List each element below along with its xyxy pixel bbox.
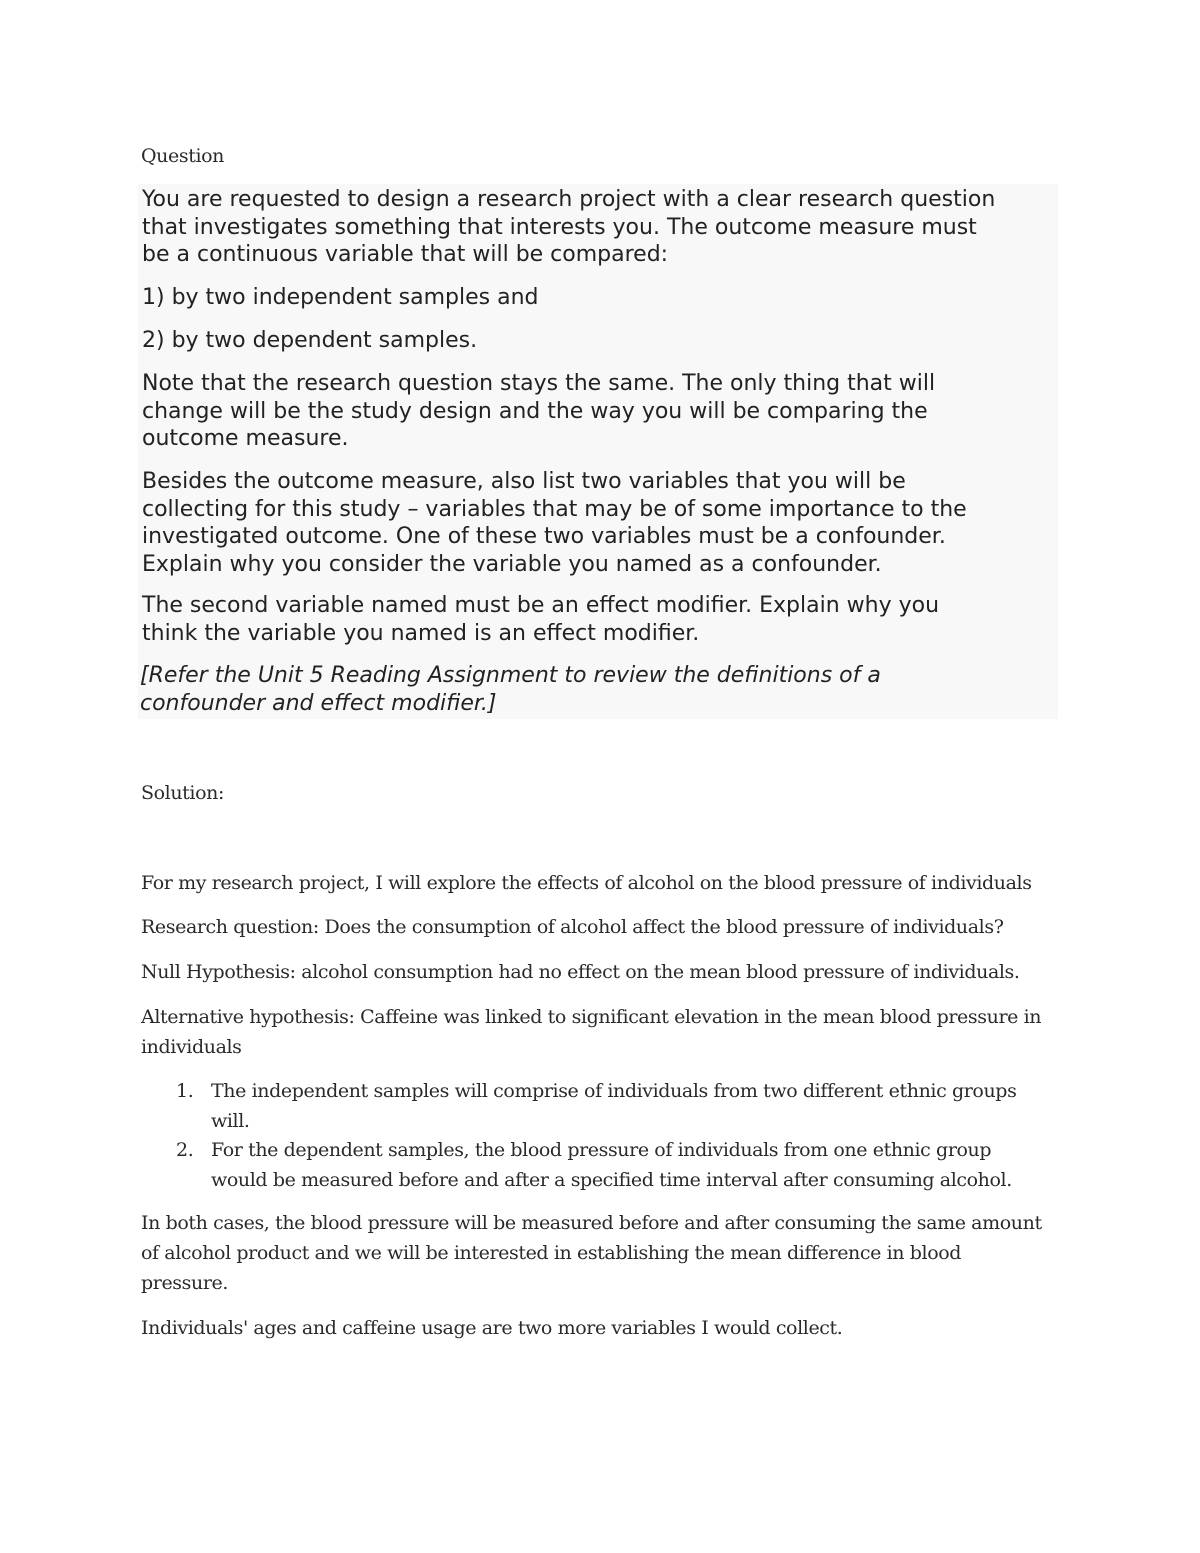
question-paragraph-variables [142,468,1058,578]
list-item-text [211,1135,1061,1195]
question-item-2: 2) by two dependent samples. [142,328,478,353]
list-item-1-line-2: will. [211,1110,250,1132]
list-item-2-line-2: would be measured before and after a specified time interval after consuming alcohol. [211,1169,1012,1191]
list-item-number: 2. [176,1139,194,1161]
question-p5-line-2: collecting for this study – variables that may be of some importance to the [142,496,967,522]
both-cases-line-2: of alcohol product and we will be interested in establishing the mean difference in blood [141,1242,962,1264]
question-paragraph-1 [142,186,1058,269]
solution-null-hypothesis: Null Hypothesis: alcohol consumption had no effect on the mean blood pressure of individuals. [141,961,1020,983]
question-p5-line-3: investigated outcome. One of these two variables must be a confounder. [142,524,946,549]
question-p4-line-2: change will be the study design and the way you will be comparing the [142,398,928,424]
question-p5-line-1: Besides the outcome measure, also list two variables that you will be [142,469,906,494]
solution-research-question: Research question: Does the consumption of alcohol affect the blood pressure of individuals? [141,916,1004,938]
question-paragraph-note [142,370,1058,453]
both-cases-line-1: In both cases, the blood pressure will be measured before and after consuming the same amount [141,1212,1042,1234]
question-p5-line-4: Explain why you consider the variable you named as a confounder. [142,551,882,577]
both-cases-line-3: pressure. [141,1272,228,1294]
list-item-2-line-1: For the dependent samples, the blood pressure of individuals from one ethnic group [211,1139,992,1161]
question-p1-line-1: You are requested to design a research project with a clear research question [142,187,996,212]
question-p1-line-2: that investigates something that interests you. The outcome measure must [142,214,977,240]
solution-both-cases [141,1208,1066,1298]
question-p7-line-1: [Refer the Unit 5 Reading Assignment to review the definitions of a [140,663,881,688]
question-paragraph-reference [140,662,1056,717]
question-p4-line-1: Note that the research question stays the same. The only thing that will [142,371,936,396]
solution-heading: Solution: [141,782,224,804]
question-p4-line-3: outcome measure. [142,426,349,451]
question-item-1: 1) by two independent samples and [142,285,539,310]
question-p1-line-3: be a continuous variable that will be compared: [142,242,669,267]
alt-hypothesis-line-2: individuals [141,1036,242,1058]
question-paragraph-modifier [142,592,1058,647]
solution-final-variables: Individuals' ages and caffeine usage are two more variables I would collect. [141,1317,843,1339]
question-heading: Question [141,145,224,167]
list-item-text [211,1076,1061,1136]
list-item-1-line-1: The independent samples will comprise of individuals from two different ethnic groups [211,1080,1017,1102]
question-p6-line-2: think the variable you named is an effect modifier. [142,620,700,646]
solution-intro: For my research project, I will explore the effects of alcohol on the blood pressure of individuals [141,872,1032,894]
question-box [138,184,1058,719]
list-item-number: 1. [176,1080,194,1102]
question-p6-line-1: The second variable named must be an effect modifier. Explain why you [142,593,940,618]
solution-alternative-hypothesis [141,1002,1066,1062]
question-p7-line-2: confounder and effect modifier.] [140,690,497,716]
alt-hypothesis-line-1: Alternative hypothesis: Caffeine was linked to significant elevation in the mean blood pressure in [141,1006,1042,1028]
